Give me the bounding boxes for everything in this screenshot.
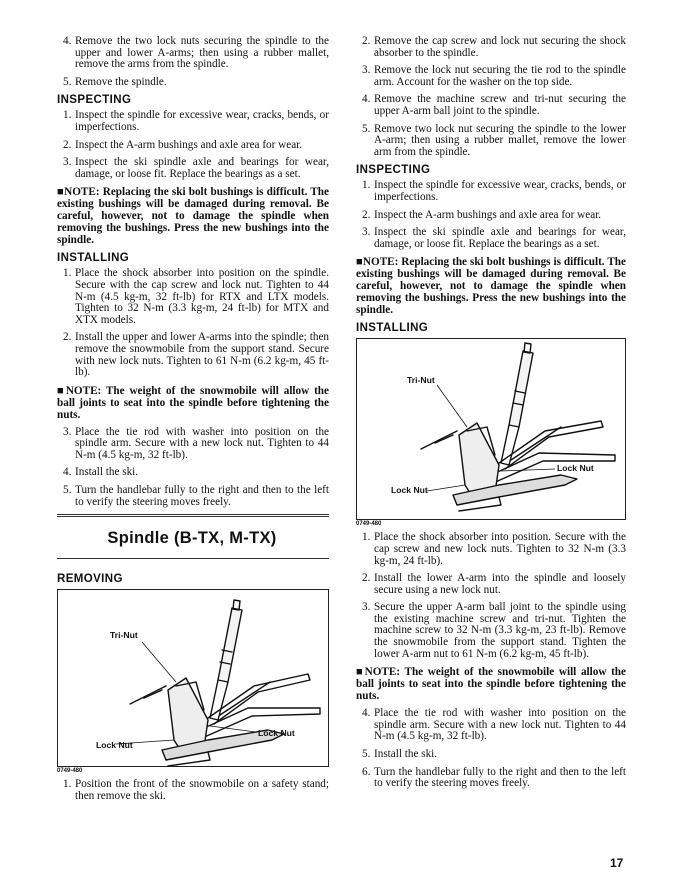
step-number: 1. bbox=[362, 531, 371, 544]
step-number: 2. bbox=[362, 35, 371, 47]
step-item bbox=[55, 157, 329, 180]
step-text: Inspect the ski spindle axle and bearings for wear, damage, or loose fit. Replace the bearings as a set. bbox=[374, 226, 626, 250]
step-item bbox=[354, 602, 626, 660]
step-number: 3. bbox=[63, 425, 72, 438]
step-item bbox=[55, 140, 329, 152]
step-text: Inspect the A-arm bushings and axle area for wear. bbox=[374, 208, 602, 221]
step-text: Remove the spindle. bbox=[75, 75, 167, 88]
step-number: 4. bbox=[362, 707, 371, 720]
removing-heading: REMOVING bbox=[57, 573, 123, 586]
step-item bbox=[354, 210, 626, 222]
bushing-note: ■NOTE: Replacing the ski bolt bushings is difficult. The existing bushings will be damaged during removal. Be careful, however, not to damage the spindle when removing the bushings. Press the new bushings into the spindle. bbox=[57, 186, 329, 247]
spindle-figure bbox=[57, 589, 329, 767]
step-item bbox=[55, 485, 329, 508]
step-number: 2. bbox=[63, 138, 72, 151]
step-number: 3. bbox=[63, 156, 72, 169]
step-number: 5. bbox=[63, 75, 72, 88]
step-item bbox=[354, 65, 626, 88]
step-number: 1. bbox=[63, 778, 72, 791]
page-number: 17 bbox=[610, 856, 624, 870]
step-text: Turn the handlebar fully to the right and then to the left to verify the steering moves freely. bbox=[374, 765, 626, 790]
step-text: Place the tie rod with washer into position on the spindle arm. Secure with a new lock nut. Tighten to 44 N-m (4.5 kg-m, 32 ft-lb). bbox=[75, 425, 329, 461]
step-text: Turn the handlebar fully to the right and then to the left to verify the steering moves freely. bbox=[75, 484, 329, 508]
step-item bbox=[354, 94, 626, 117]
step-item bbox=[55, 110, 329, 133]
step-item bbox=[55, 779, 329, 802]
step-number: 3. bbox=[362, 601, 371, 614]
installing-steps-right-continued bbox=[354, 708, 626, 790]
figure-id: 0749-480 bbox=[57, 768, 83, 775]
step-text: Install the ski. bbox=[75, 466, 139, 479]
step-text: Remove the two lock nuts securing the spindle to the upper and lower A-arms; then using a rubber mallet, remove the arms from the spindle. bbox=[75, 35, 329, 71]
step-item bbox=[55, 36, 329, 71]
step-number: 2. bbox=[362, 208, 371, 221]
step-item bbox=[354, 749, 626, 761]
left-column bbox=[55, 36, 329, 808]
step-text: Inspect the A-arm bushings and axle area for wear. bbox=[75, 138, 303, 151]
callout-lock-nut-right-2: Lock Nut bbox=[557, 463, 594, 474]
callout-tri-nut-right: Tri-Nut bbox=[407, 375, 435, 386]
step-item bbox=[55, 467, 329, 479]
bushing-note-right: ■NOTE: Replacing the ski bolt bushings is difficult. The existing bushings will be damaged during removal. Be careful, however, not to damage the spindle when removing the bushings. Press the new bushings into the spindle. bbox=[356, 256, 626, 317]
spindle-figure-right bbox=[356, 338, 626, 520]
step-number: 3. bbox=[362, 226, 371, 239]
step-text: Place the tie rod with washer into position on the spindle arm. Secure with a new lock nut. Tighten to 44 N-m (4.5 kg-m, 32 ft-lb). bbox=[374, 707, 626, 743]
step-item bbox=[55, 332, 329, 378]
section-title: Spindle (B-TX, M-TX) bbox=[107, 529, 277, 548]
step-number: 1. bbox=[63, 109, 72, 122]
step-item bbox=[354, 573, 626, 596]
step-item bbox=[354, 180, 626, 203]
step-text: Remove the cap screw and lock nut securing the shock absorber to the spindle. bbox=[374, 35, 626, 59]
figure-id-right: 0749-480 bbox=[356, 521, 382, 528]
step-text: Secure the upper A-arm ball joint to the spindle using the existing machine screw and tri-nut. Tighten the machine screw to 32 N-m (3.3 kg-m, 23 ft-lb). Remove the snowmobile from the support stand. Tighten the lower A-arm nut to 61 N-m (6.2 kg-m, 45 ft-lb). bbox=[374, 601, 626, 660]
right-column bbox=[354, 36, 626, 796]
step-number: 5. bbox=[362, 122, 371, 135]
step-item bbox=[55, 427, 329, 462]
inspecting-heading: INSPECTING bbox=[57, 94, 132, 107]
step-text: Inspect the ski spindle axle and bearings for wear, damage, or loose fit. Replace the bearings as a set. bbox=[75, 156, 329, 180]
step-text: Install the upper and lower A-arms into the spindle; then remove the snowmobile from the support stand. Secure with new lock nuts. Tighten to 61 N-m (6.2 kg-m, 45 ft-lb). bbox=[75, 331, 329, 379]
step-number: 1. bbox=[63, 267, 72, 280]
removing-steps bbox=[55, 779, 329, 802]
step-item bbox=[354, 532, 626, 567]
callout-lock-nut-left-2: Lock Nut bbox=[391, 485, 428, 496]
step-item bbox=[55, 77, 329, 89]
step-item bbox=[354, 227, 626, 250]
step-item bbox=[354, 708, 626, 743]
step-number: 1. bbox=[362, 179, 371, 192]
step-text: Install the ski. bbox=[374, 748, 438, 761]
callout-lock-nut-right: Lock Nut bbox=[258, 728, 295, 739]
installing-heading-right: INSTALLING bbox=[356, 322, 429, 335]
step-text: Place the shock absorber into position on the spindle. Secure with the cap screw and lock nut. Tighten to 44 N-m (4.5 kg-m, 32 ft-lb) for RTX and LTX models. Tighten to 32 N-m (3.3 kg-m, 24 ft-lb) for MTX and XTX models. bbox=[75, 267, 329, 326]
step-number: 4. bbox=[63, 466, 72, 479]
inspecting-steps-right bbox=[354, 180, 626, 250]
step-number: 2. bbox=[362, 572, 371, 585]
inspecting-steps bbox=[55, 110, 329, 180]
section-divider bbox=[57, 514, 329, 517]
callout-lock-nut-left: Lock Nut bbox=[96, 740, 133, 751]
step-number: 2. bbox=[63, 331, 72, 344]
callout-tri-nut: Tri-Nut bbox=[110, 630, 138, 641]
step-item bbox=[354, 36, 626, 59]
step-text: Remove the machine screw and tri-nut securing the upper A-arm ball joint to the spindle. bbox=[374, 93, 626, 117]
installing-heading: INSTALLING bbox=[57, 252, 130, 265]
step-item bbox=[55, 268, 329, 326]
installing-steps-right bbox=[354, 532, 626, 660]
step-number: 6. bbox=[362, 765, 371, 778]
installing-steps-continued bbox=[55, 427, 329, 509]
installing-steps bbox=[55, 268, 329, 378]
step-text: Place the shock absorber into position. Secure with the cap screw and new lock nuts. Tighten to 32 N-m (3.3 kg-m, 24 ft-lb). bbox=[374, 531, 626, 567]
step-text: Install the lower A-arm into the spindle and loosely secure using a new lock nut. bbox=[374, 572, 626, 596]
step-text: Inspect the spindle for excessive wear, cracks, bends, or imperfections. bbox=[374, 179, 626, 203]
step-item bbox=[354, 767, 626, 790]
step-text: Inspect the spindle for excessive wear, cracks, bends, or imperfections. bbox=[75, 109, 329, 133]
step-item bbox=[354, 124, 626, 159]
step-number: 4. bbox=[362, 93, 371, 106]
step-number: 5. bbox=[362, 748, 371, 761]
inspecting-heading-right: INSPECTING bbox=[356, 164, 431, 177]
step-number: 3. bbox=[362, 64, 371, 77]
removal-steps-continued bbox=[55, 36, 329, 88]
step-text: Remove the lock nut securing the tie rod to the spindle arm. Account for the washer on the top side. bbox=[374, 64, 626, 88]
ball-joint-note: ■NOTE: The weight of the snowmobile will allow the ball joints to seat into the spindle before tightening the nuts. bbox=[57, 384, 329, 421]
removing-steps-continued bbox=[354, 36, 626, 158]
section-rule bbox=[57, 558, 329, 559]
step-text: Remove two lock nut securing the spindle to the lower A-arm; then using a rubber mallet, remove the lower arm from the spindle. bbox=[374, 122, 626, 158]
step-number: 5. bbox=[63, 484, 72, 497]
step-text: Position the front of the snowmobile on a safety stand; then remove the ski. bbox=[75, 778, 329, 802]
ball-joint-note-right: ■NOTE: The weight of the snowmobile will allow the ball joints to seat into the spindle before tightening the nuts. bbox=[356, 666, 626, 703]
step-number: 4. bbox=[63, 35, 72, 47]
